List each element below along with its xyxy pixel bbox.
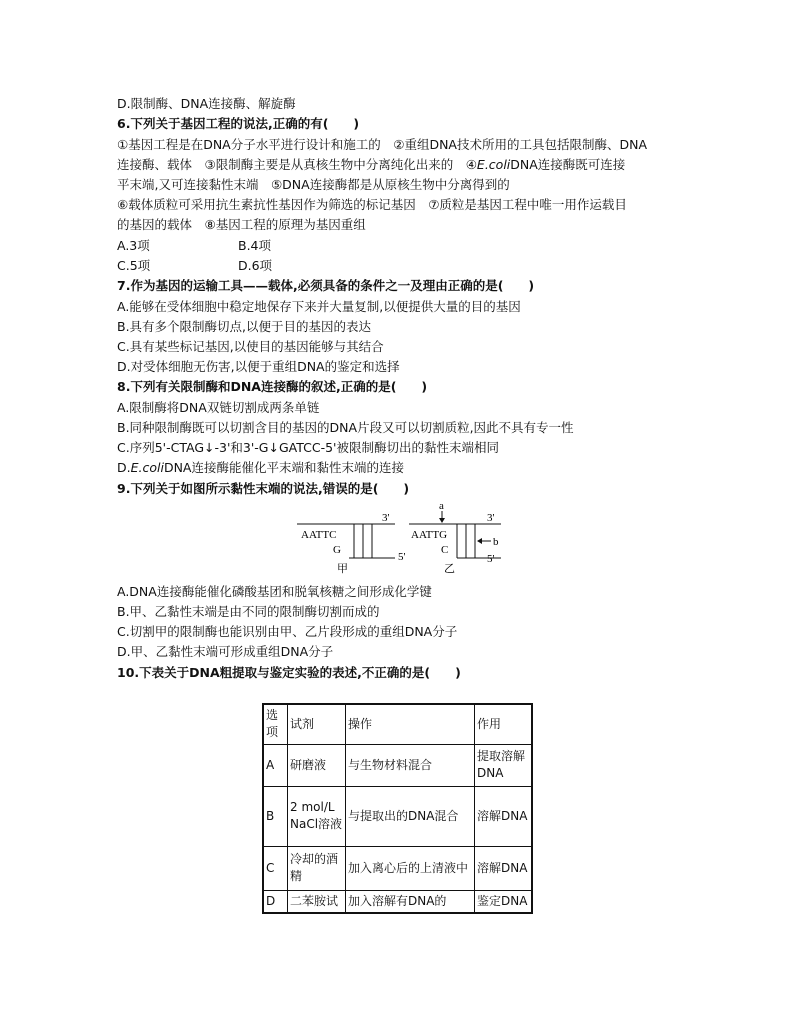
table-cell: D [263,890,288,913]
yi-bottom-sequence: C [441,544,449,556]
table-cell: 溶解DNA [475,786,533,846]
jia-top-sequence: AATTC [301,529,337,541]
label-b: b [493,536,499,548]
question-7-stem: 7.作为基因的运输工具——载体,必须具备的条件之一及理由正确的是( ) [117,278,535,293]
table-cell: 加入离心后的上清液中 [346,846,475,890]
q6-statement-line-4: ⑥载体质粒可采用抗生素抗性基因作为筛选的标记基因 ⑦质粒是基因工程中唯一用作运载目 [117,197,627,212]
q7-option-c: C.具有某些标记基因,以使目的基因能够与其结合 [117,339,384,354]
dna-extraction-table [262,703,533,914]
question-10-stem: 10.下表关于DNA粗提取与鉴定实验的表述,不正确的是( ) [117,665,461,680]
q9-option-b: B.甲、乙黏性末端是由不同的限制酶切割而成的 [117,604,380,619]
q6-option-d: D.6项 [238,258,273,273]
table-cell: 与生物材料混合 [346,744,475,786]
q9-option-d: D.甲、乙黏性末端可形成重组DNA分子 [117,644,334,659]
table-cell: C [263,846,288,890]
table-cell: 加入溶解有DNA的 [346,890,475,913]
table-cell: 鉴定DNA [475,890,533,913]
q6-option-b: B.4项 [238,238,272,253]
q8-option-d: D.E.coliDNA连接酶能催化平末端和黏性末端的连接 [117,460,404,475]
table-row [263,786,532,846]
q6-option-a: A.3项 [117,238,150,253]
table-header-row [263,704,532,744]
table-header-cell: 选项 [263,704,288,744]
label-a: a [439,500,444,512]
sticky-end-figure [295,500,515,582]
table-cell: 二苯胺试 [288,890,346,913]
q9-option-c: C.切割甲的限制酶也能识别由甲、乙片段形成的重组DNA分子 [117,624,458,639]
q6-option-c: C.5项 [117,258,151,273]
table-row [263,846,532,890]
question-9-stem: 9.下列关于如图所示黏性末端的说法,错误的是( ) [117,481,410,496]
table-cell: A [263,744,288,786]
table-header-cell: 试剂 [288,704,346,744]
table-row [263,890,532,913]
yi-3-prime: 3' [487,512,495,524]
table-cell: 2 mol/L NaCl溶液 [288,786,346,846]
q8-option-a: A.限制酶将DNA双链切割成两条单链 [117,400,320,415]
yi-5-prime: 5' [487,553,495,565]
table-cell: 冷却的酒精 [288,846,346,890]
table-header-cell: 操作 [346,704,475,744]
q6-statement-line-2: 连接酶、载体 ③限制酶主要是从真核生物中分离纯化出来的 ④E.coliDNA连接酶既可连接 [117,157,626,172]
q6-statement-line-5: 的基因的载体 ⑧基因工程的原理为基因重组 [117,217,366,232]
q6-statement-line-3: 平末端,又可连接黏性末端 ⑤DNA连接酶都是从原核生物中分离得到的 [117,177,510,192]
table-cell: 提取溶解DNA [475,744,533,786]
q8-option-c: C.序列5'-CTAG↓-3'和3'-G↓GATCC-5'被限制酶切出的黏性末端相同 [117,440,499,455]
jia-bottom-sequence: G [333,544,341,556]
table-cell: 溶解DNA [475,846,533,890]
jia-label: 甲 [337,563,348,575]
question-6-stem: 6.下列关于基因工程的说法,正确的有( ) [117,116,360,131]
table-row [263,744,532,786]
q7-option-b: B.具有多个限制酶切点,以便于目的基因的表达 [117,319,372,334]
table-cell: 研磨液 [288,744,346,786]
table-cell: 与提取出的DNA混合 [346,786,475,846]
q7-option-a: A.能够在受体细胞中稳定地保存下来并大量复制,以便提供大量的目的基因 [117,299,521,314]
q9-option-a: A.DNA连接酶能催化磷酸基团和脱氧核糖之间形成化学键 [117,584,432,599]
jia-5-prime: 5' [398,551,406,563]
q5-option-d: D.限制酶、DNA连接酶、解旋酶 [117,96,296,111]
jia-3-prime: 3' [382,512,390,524]
yi-top-sequence: AATTG [411,529,448,541]
q8-option-b: B.同种限制酶既可以切割含目的基因的DNA片段又可以切割质粒,因此不具有专一性 [117,420,574,435]
table-cell: B [263,786,288,846]
yi-label: 乙 [444,563,455,575]
q7-option-d: D.对受体细胞无伤害,以便于重组DNA的鉴定和选择 [117,359,400,374]
question-8-stem: 8.下列有关限制酶和DNA连接酶的叙述,正确的是( ) [117,379,428,394]
q6-statement-line-1: ①基因工程是在DNA分子水平进行设计和施工的 ②重组DNA技术所用的工具包括限制酶、DNA [117,137,647,152]
table-header-cell: 作用 [475,704,533,744]
